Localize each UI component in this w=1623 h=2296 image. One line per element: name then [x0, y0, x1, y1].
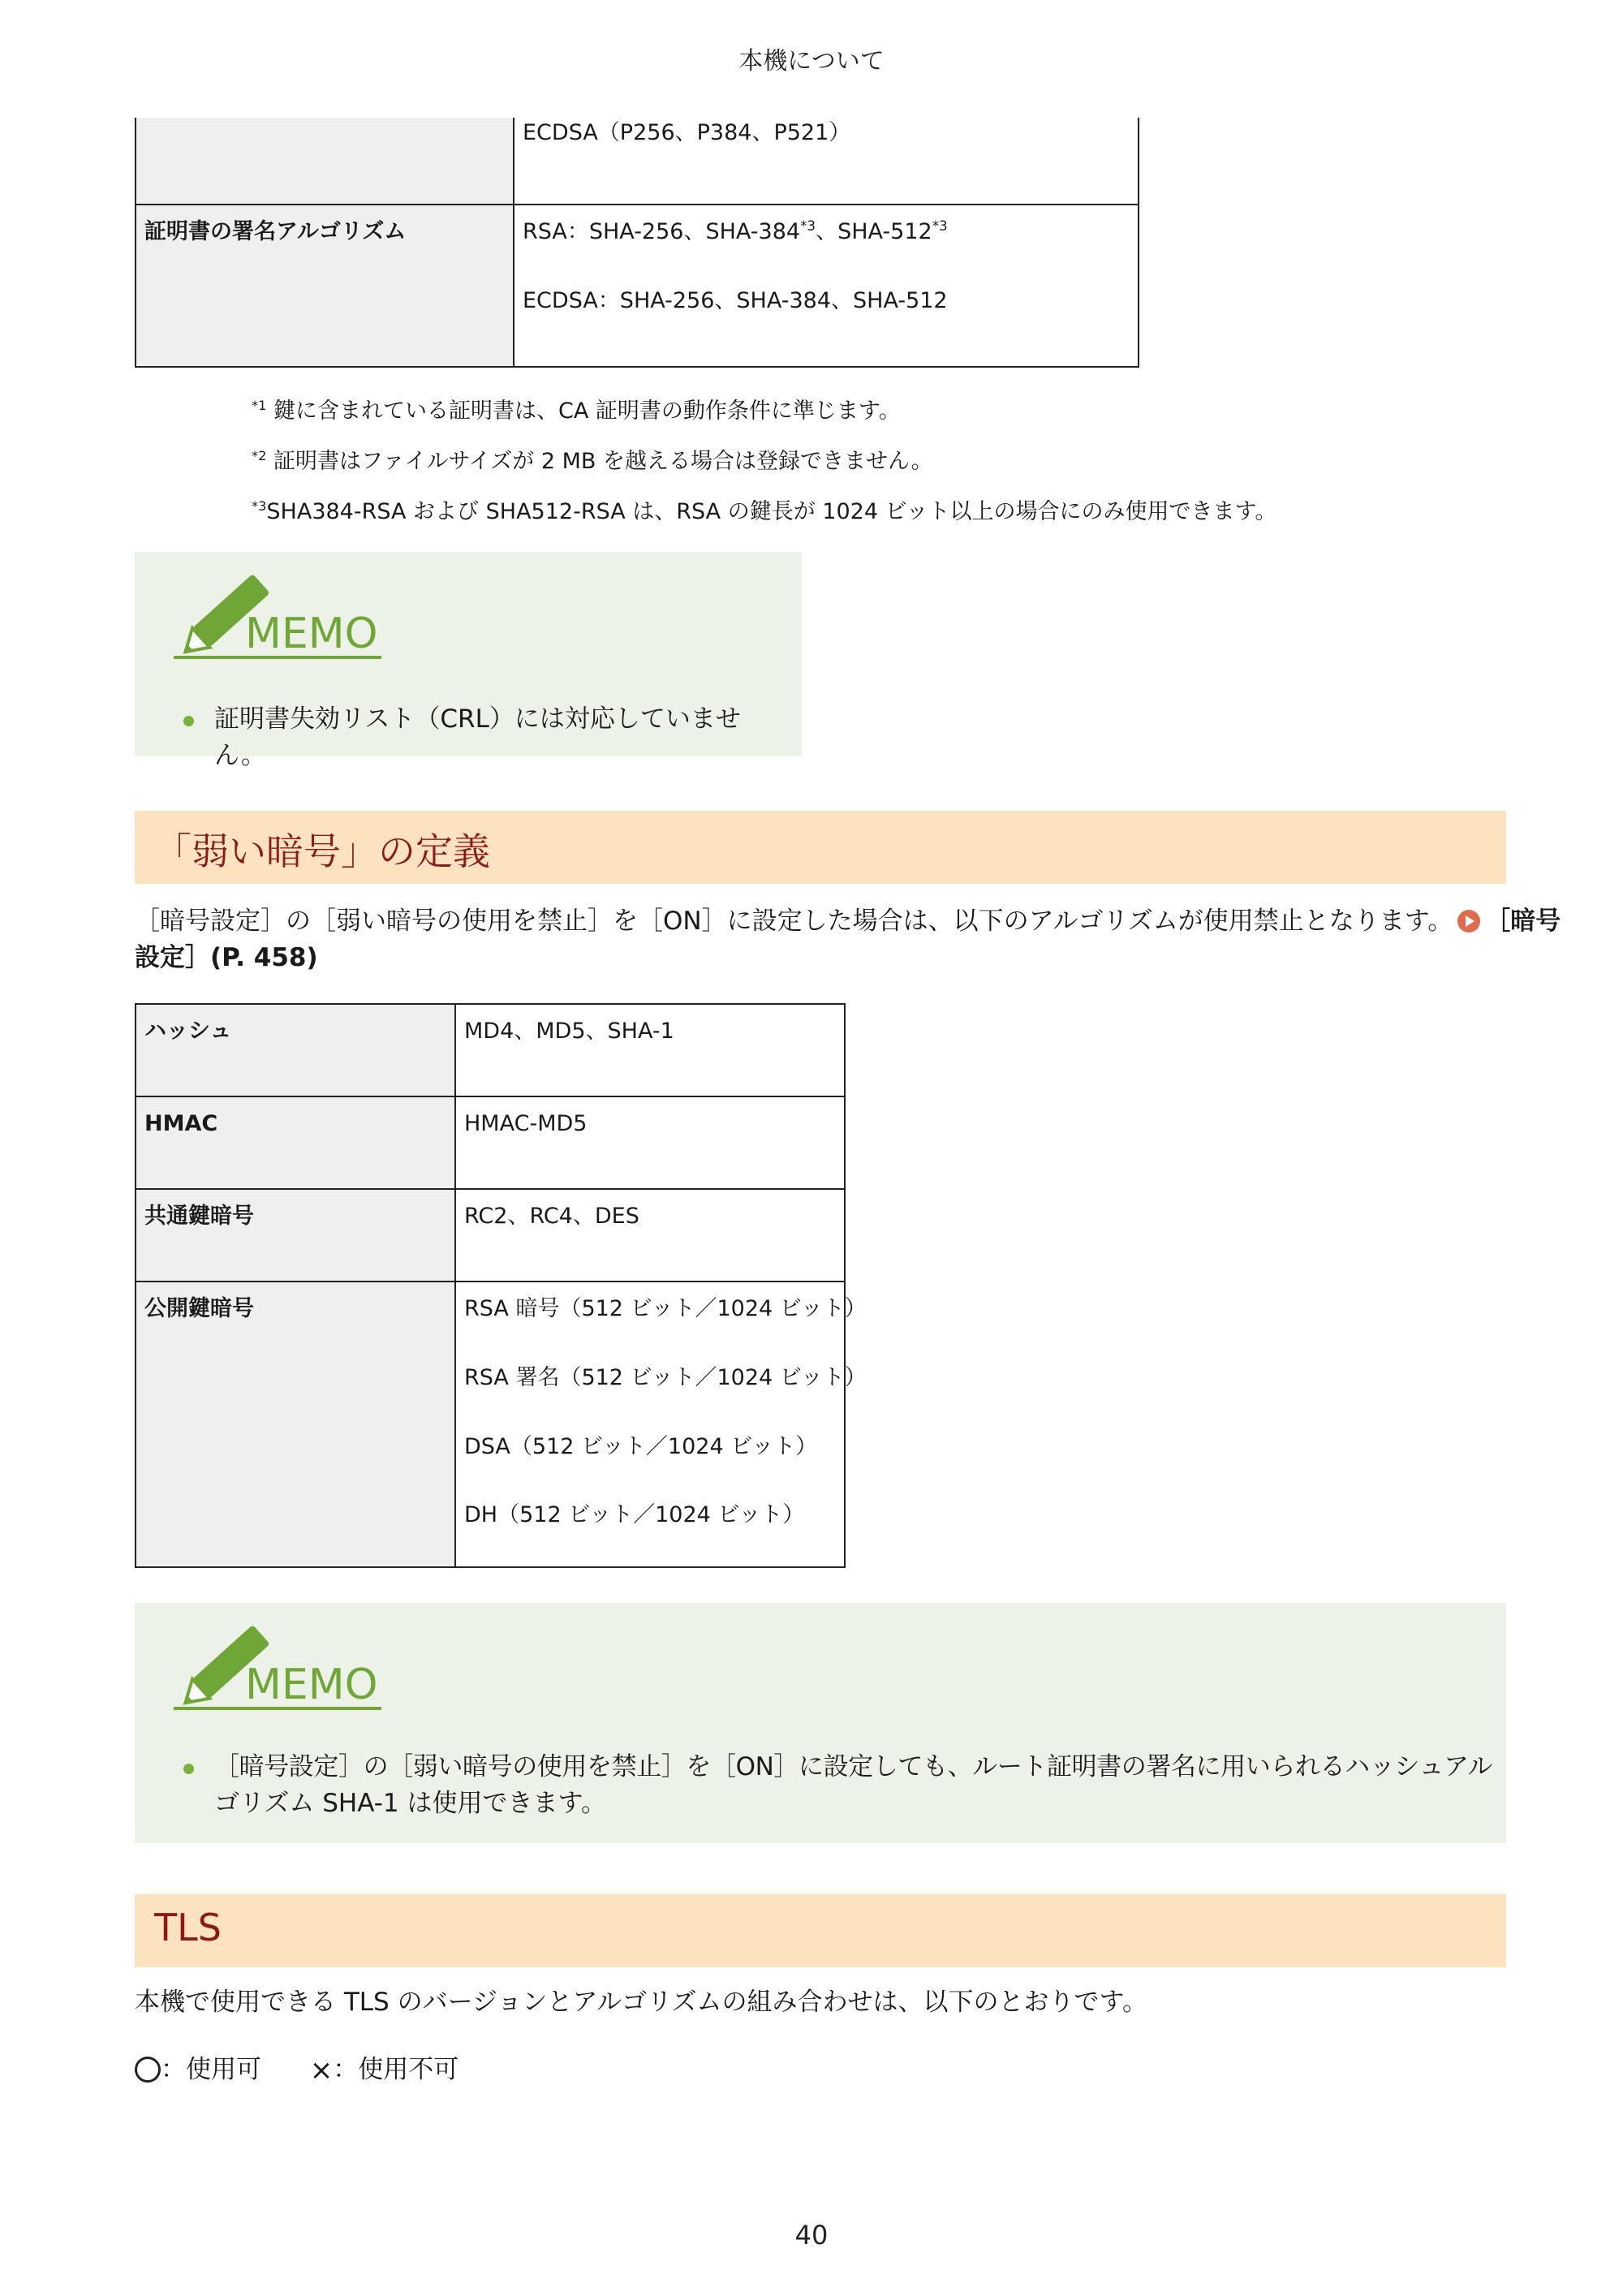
cell-text: DH（512 ビット／1024 ビット） — [464, 1502, 805, 1528]
bullet-icon — [183, 1764, 194, 1774]
memo-text-line: ［暗号設定］の［弱い暗号の使用を禁止］を［ON］に設定しても、ルート証明書の署名に用いられるハッシュアル — [214, 1752, 1492, 1781]
bullet-icon — [183, 716, 194, 726]
cell-text-part: 、SHA-512 — [816, 219, 932, 244]
cell-text-part: RSA：SHA-256、SHA-384 — [523, 219, 801, 244]
footnote-ref: *3 — [800, 218, 816, 234]
legend — [135, 2052, 784, 2089]
section-intro: 本機で使用できる TLS のバージョンとアルゴリズムの組み合わせは、以下のとおりです。 — [135, 1988, 1148, 2017]
table-row — [136, 205, 1139, 367]
memo-box — [135, 1603, 1506, 1843]
cell-text: RC2、RC4、DES — [464, 1204, 639, 1229]
footnote-mark: *3 — [252, 498, 267, 514]
running-header: 本機について — [738, 47, 885, 75]
cell-text: ECDSA：SHA-256、SHA-384、SHA-512 — [523, 287, 948, 313]
table-header-cell: ハッシュ — [136, 1004, 455, 1096]
cross-unavailable-icon: × — [309, 2054, 334, 2087]
table-value-cell — [455, 1004, 845, 1096]
memo-label: MEMO — [245, 610, 378, 658]
table-value-cell — [455, 1282, 867, 1567]
section-heading — [135, 811, 1506, 884]
footnote-text: SHA384-RSA および SHA512-RSA は、RSA の鍵長が 1024 ビット以上の場合にのみ使用できます。 — [266, 499, 1277, 524]
footnote-2 — [252, 443, 933, 475]
pencil-memo-icon — [174, 1621, 385, 1712]
memo-text-line: ゴリズム SHA-1 は使用できます。 — [214, 1789, 607, 1818]
section-title: 「弱い暗号」の定義 — [154, 829, 490, 873]
legend-unavailable-label: ：使用不可 — [333, 2055, 459, 2084]
crypto-settings-link[interactable]: ［暗号 — [1485, 907, 1561, 936]
footnote-text: 証明書はファイルサイズが 2 MB を越える場合は登録できません。 — [266, 449, 933, 474]
footnote-text: 鍵に含まれている証明書は、CA 証明書の動作条件に準じます。 — [266, 398, 901, 424]
cell-text: RSA 暗号（512 ビット／1024 ビット） — [464, 1296, 867, 1321]
table-header-cell: 共通鍵暗号 — [136, 1189, 455, 1282]
footnote-3 — [252, 493, 1276, 525]
cell-text: DSA（512 ビット／1024 ビット） — [464, 1433, 818, 1459]
section-intro — [135, 903, 1561, 976]
weak-cipher-table — [135, 1003, 867, 1568]
table-row — [136, 1004, 845, 1096]
footnote-mark: *1 — [252, 398, 267, 413]
footnote-ref: *3 — [932, 218, 948, 234]
cell-text: RSA 署名（512 ビット／1024 ビット） — [464, 1364, 867, 1390]
crypto-settings-link[interactable]: 設定］(P. 458) — [135, 943, 318, 972]
footnote-mark: *2 — [252, 448, 267, 463]
intro-text: ［暗号設定］の［弱い暗号の使用を禁止］を［ON］に設定した場合は、以下のアルゴリズムが使用禁止となります。 — [135, 907, 1453, 936]
certificate-table — [135, 118, 1139, 368]
cell-text — [523, 218, 1130, 246]
table-header-cell: 証明書の署名アルゴリズム — [136, 205, 514, 367]
page-number: 40 — [794, 2220, 829, 2251]
table-value-cell — [455, 1189, 845, 1282]
pencil-memo-icon — [174, 570, 385, 661]
memo-text: 証明書失効リスト（CRL）には対応していません。 — [214, 704, 741, 770]
memo-label: MEMO — [245, 1661, 378, 1709]
table-row — [136, 1282, 845, 1567]
table-value-cell — [514, 118, 1139, 205]
table-value-cell — [514, 205, 1139, 367]
table-header-cell: 公開鍵暗号 — [136, 1282, 455, 1567]
memo-text — [214, 1749, 1492, 1822]
cell-text: ECDSA（P256、P384、P521） — [523, 120, 851, 145]
cell-text: HMAC-MD5 — [464, 1111, 588, 1136]
cell-text: MD4、MD5、SHA-1 — [464, 1019, 674, 1044]
section-title: TLS — [154, 1906, 222, 1949]
link-arrow-icon — [1457, 910, 1480, 933]
table-header-cell — [136, 118, 514, 205]
table-row — [136, 1096, 845, 1189]
table-value-cell — [455, 1096, 845, 1189]
circle-available-icon — [135, 2057, 161, 2083]
table-header-cell: HMAC — [136, 1096, 455, 1189]
table-row — [136, 1189, 845, 1282]
legend-available-label: ：使用可 — [161, 2055, 261, 2084]
table-row — [136, 118, 1139, 205]
section-heading — [135, 1894, 1506, 1967]
footnote-1 — [252, 393, 901, 424]
memo-box — [135, 552, 802, 770]
